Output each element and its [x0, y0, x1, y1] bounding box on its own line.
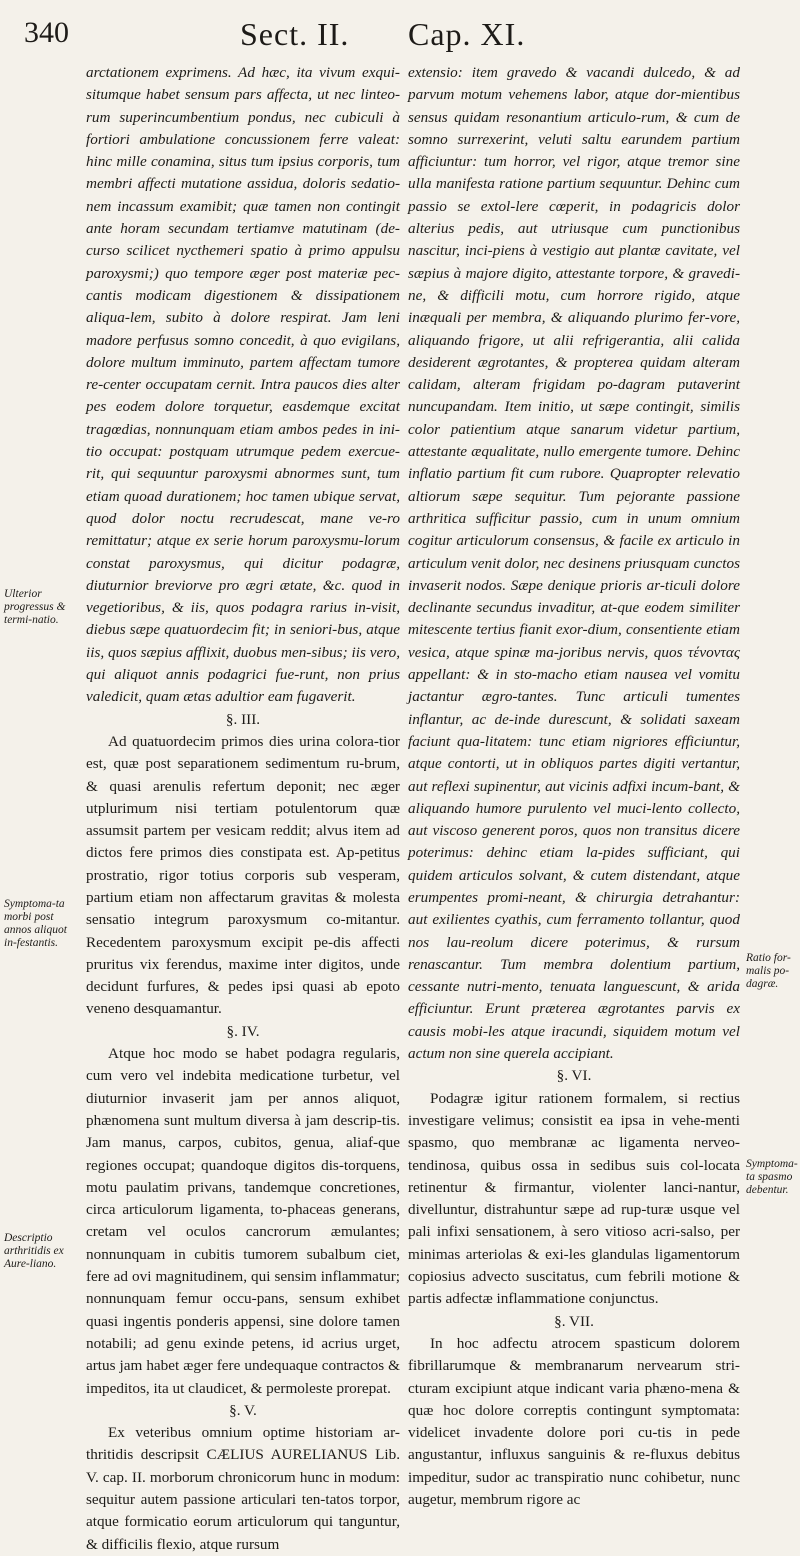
section-mark: §. VII. [554, 1312, 594, 1330]
section-mark: §. IV. [226, 1022, 260, 1040]
section-heading: Sect. II. [240, 16, 350, 52]
running-header [0, 14, 800, 58]
section-mark: §. VI. [556, 1067, 592, 1085]
chapter-heading: Cap. XI. [408, 16, 526, 52]
paragraph: Atque hoc modo se habet podagra regularis, cum vero vel indebita medicatione turbetur, vel diuturnior invaserit jam per annos aliquot, phænomena sunt multum diversa à jam descrip-tis. Jam manus, carpos, cubitos, genua, aliaf-que regiones occupat; quandoque digitos dis-torquens, motu paulatim privans, tandemque concretiones, circa articulorum ligamenta, to-phaceas generans, cretam vel oculos cancrorum æmulantes; nonnunquam in cubitis tumorem subalbum ciet, fere ad ovi magnitudinem, qui sensim inflammatur; nonnunquam femur occu-pans, sensum exhibet quasi ingentis ponderis appensi, sine dolore tamen notabili; ad genu exinde petens, id acrius urget, artus jam habet æger fere undequaque contractos & impeditos, ita ut claudicet, & permoleste prorepat. [86, 1045, 400, 1397]
margin-note: Descriptio arthritidis ex Aure-liano. [4, 1232, 64, 1270]
section-mark: §. III. [225, 710, 261, 728]
margin-note: Symptoma-ta morbi post annos aliquot in-festantis. [4, 898, 67, 949]
margin-note: Symptoma-ta spasmo debentur. [746, 1158, 798, 1196]
right-column [408, 62, 740, 1511]
section-mark: §. V. [229, 1401, 257, 1419]
left-column [86, 62, 400, 1556]
margin-note: Ratio for-malis po-dagræ. [746, 952, 791, 990]
paragraph: In hoc adfectu atrocem spasticum dolorem fibrillarumque & membranarum nervearum stri-cturam excipiunt atque indicant varia phæno-mena & quæ hoc dolore correptis contingunt symptomata: videlicet invadente dolore pori cu-tis in pede angustantur, influxus sanguinis & re-fluxus debitus impeditur, sudor ac transpiratio nunc cohibetur, nunc augetur, membrum rigore ac [408, 1334, 740, 1508]
paragraph: extensio: item gravedo & vacandi dulcedo, & ad parvum motum vehemens labor, atque dor-mientibus sensus quidam resonantium articulo-rum, & cum de somno surrexerint, veluti saltu earundem partium afficiuntur: tum horror, vel rigor, atque tremor sine ulla manifesta ratione partium sequuntur. Dehinc cum passio se extol-lere cœperit, in podagricis dolor alterius pedis, aut utriusque cum punctionibus nascitur, inci-piens à vestigio aut plantæ cavitate, vel sæpius à majore digito, attestante torpore, & gravedi-ne, & difficili motu, cum horrore rigido, atque inæquali per membra, & aliquando plurimo fer-vore, aliquando frigore, ut alii refrigerantia, alii calida desiderent ægrotantes, & propterea quidam alteram calidam, alteram frigidam po-dagram putaverint nuncupandam. Item initio, ut sæpe contingit, similis color patientium atque sanarum videtur partium, attestante æqualitate, nullo emergente tumore. Dehinc inflatio partium fit cum rubore. Quapropter relevatio altiorum sæpe sequitur. Tum pejorante passione arthritica sufficitur passio, cum in unum omnium cogitur articulorum consensus, & facile ex articulo in articulum venit dolor, nec desinens priusquam cunctos invaserit nodos. Sæpe denique prioris ar-ticuli dolore declinante secundus invaditur, at-que eodem similiter mitescente tertius fianit exor-dium, consentiente etiam vesica, atque spinæ ma-joribus nervis, quos τένοντας appellant: & in sto-macho etiam nausea vel vomitu jactantur ægro-tantes. Tunc articuli tumentes inflantur, ac de-inde durescunt, & solidati saxeam faciunt qua-litatem: tunc etiam nigriores efficiuntur, atque contorti, ut in obliquos partes digiti vertantur, aut reflexi supinentur, aut vicinis adfixi incum-bant, & aliquando humore purulento vel muci-lento collecto, aut viscoso generent poros, quos non transitus dicere poterimus: dehinc etiam la-pides sufficiant, qui quidem articulos solvant, & cutem distendant, atque erumpentes promi-neant, & chirurgia detrahantur: aut exilientes cyathis, cum ferramento tollantur, quod nos lau-reolum dicere poterimus, & rursum renascantur. Tum membra dolentium partium, cessante nutri-mento, tenuata languescunt, & arida efficiuntur. Erunt præterea ægrotantes parvis ex causis mobi-les atque iracundi, siquidem motum vel actum non sine querela accipiant. [408, 64, 740, 1063]
paragraph: Ad quatuordecim primos dies urina colora-tior est, quæ post separationem sedimentum ru-brum, & quasi arenulis refertum deponit; nec æger utplurimum nisi tertiam potulentorum quæ assumsit partem per vesicam reddit; alvus item ad dictos fere primos dies constipata est. Ap-petitus prostratio, rigor totius corporis sub vesperam, partium etiam non affectarum gravitas & molesta sensatio integrum paroxysmum co-mitantur. Recedentem paroxysmum excipit pe-dis affecti pruritus vix ferendus, maxime inter digitos, unde decidunt furfures, & pedes ipsi quasi ab epoto veneno desquamantur. [86, 732, 400, 1018]
paragraph: Ex veteribus omnium optime historiam ar-thritidis descripsit CÆLIUS AURELIANUS Lib. V. cap. II. morborum chronicorum hunc in modum: sequitur autem passione articulari ten-tatos torpor, atque formicatio eorum articulorum qui tanguntur, & difficilis flexio, atque rursum [86, 1424, 400, 1553]
paragraph: Podagræ igitur rationem formalem, si rectius investigare velimus; consistit ea ipsa in vehe-menti spasmo, quo membranæ ac ligamenta nerveo-tendinosa, quibus ossa in sedibus suis col-locata retinentur & firmantur, violenter lanci-nantur, divelluntur, distrahuntur sæpe ad rup-turæ usque vel pali infixi sensationem, à sero vitioso acri-salso, per minimas arteriolas & exi-les glandulas ligamentorum copiosius advecto suscitatus, cum febrili motione & partis adfectæ inflammatione conjunctus. [408, 1089, 740, 1308]
page-number: 340 [24, 16, 69, 49]
margin-note: Ulterior progressus & termi-natio. [4, 588, 66, 626]
paragraph: arctationem exprimens. Ad hæc, ita vivum exqui-situmque habet sensum pars affecta, ut nec linteo-rum superincumbentium pondus, nec cubiculi à fortiori ambulatione concussionem ferre valeat: hinc mille conamina, situs tum ipsius corporis, tum membri affecti mutatione assidua, doloris sedatio-nem incassum examibit; quæ tamen non contingit ante horam secundam tertiamve matutinam (de-curso scilicet nycthemeri spatio à primo appulsu paroxysmi;) quo tempore æger post materiæ pec-cantis modicam digestionem & dissipationem aliqua-lem, subito à dolore respirat. Jam leni madore perfusus somno concedit, à quo evigilans, dolore multum imminuto, partem affectam tumore re-center occupatam cernit. Intra paucos dies alter pes eodem dolore torquetur, easdemque excitat tragœdias, nonnunquam etiam ambos pedes in ini-tio occupat: postquam utrumque pedem exercue-rit, qui sequuntur paroxysmi abnormes sunt, tum etiam quoad durationem; hoc tamen ubique servat, quod dolor noctu recrudescat, mane ve-ro remittatur; atque ex serie horum paroxysmu-lorum constat paroxysmus, qui dicitur podagræ, diuturnior breviorve pro ægri ætate, &c. quod in vegetioribus, & iis, quos podagra rarius in-visit, diebus sæpe quatuordecim fit; in seniori-bus, atque iis, quos sæpius afflixit, duobus men-sibus; iis vero, qui aliquot annis podagrici fue-runt, non prius valedicit, quam ætas adultior eam fugaverit. [86, 64, 400, 706]
